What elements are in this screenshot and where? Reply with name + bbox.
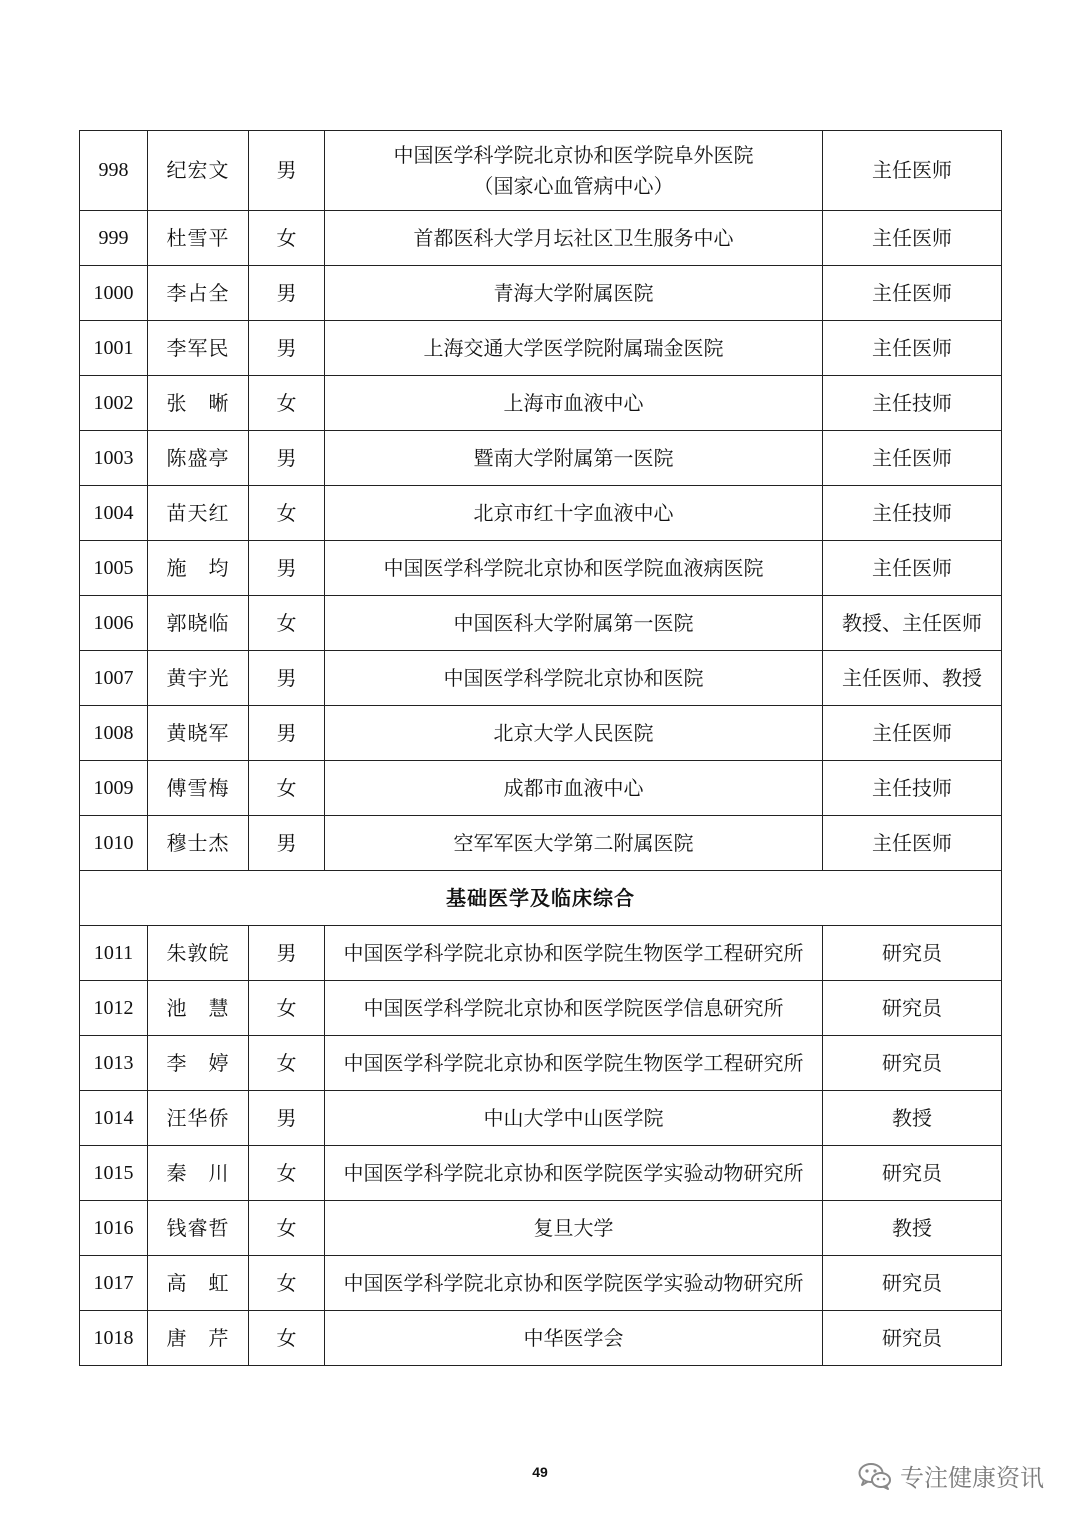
work-unit-line: 中华医学会 xyxy=(523,1325,624,1350)
gender: 女 xyxy=(249,981,325,1036)
table-row xyxy=(80,431,1002,486)
work-unit-line: 北京大学人民医院 xyxy=(493,720,654,745)
work-unit-line: 中国医学科学院北京协和医学院医学信息研究所 xyxy=(363,995,784,1020)
table-row xyxy=(80,211,1002,266)
work-unit xyxy=(325,816,823,871)
table-row xyxy=(80,266,1002,321)
row-number: 1018 xyxy=(80,1311,148,1366)
row-number: 1001 xyxy=(80,321,148,376)
person-name: 池 慧 xyxy=(148,981,249,1036)
professional-title: 主任医师 xyxy=(823,816,1002,871)
person-name: 唐 芹 xyxy=(148,1311,249,1366)
gender: 女 xyxy=(249,1311,325,1366)
gender: 女 xyxy=(249,376,325,431)
row-number: 1012 xyxy=(80,981,148,1036)
person-name: 汪华侨 xyxy=(148,1091,249,1146)
person-name: 纪宏文 xyxy=(148,131,249,211)
work-unit xyxy=(325,321,823,376)
gender: 女 xyxy=(249,1036,325,1091)
person-name: 朱敦皖 xyxy=(148,926,249,981)
person-name: 穆士杰 xyxy=(148,816,249,871)
work-unit-line: 复旦大学 xyxy=(533,1215,614,1240)
gender: 女 xyxy=(249,211,325,266)
professional-title: 主任医师 xyxy=(823,131,1002,211)
person-name: 李占全 xyxy=(148,266,249,321)
work-unit xyxy=(325,1311,823,1366)
gender: 女 xyxy=(249,1256,325,1311)
professional-title: 教授 xyxy=(823,1201,1002,1256)
page-number: 49 xyxy=(532,1464,548,1480)
work-unit-line: 成都市血液中心 xyxy=(503,775,644,800)
gender: 女 xyxy=(249,596,325,651)
work-unit xyxy=(325,981,823,1036)
wechat-icon xyxy=(858,1462,892,1490)
gender: 女 xyxy=(249,1146,325,1201)
row-number: 1017 xyxy=(80,1256,148,1311)
gender: 女 xyxy=(249,1201,325,1256)
work-unit xyxy=(325,1036,823,1091)
watermark xyxy=(858,1458,1044,1493)
row-number: 1002 xyxy=(80,376,148,431)
person-name: 郭晓临 xyxy=(148,596,249,651)
row-number: 1010 xyxy=(80,816,148,871)
work-unit xyxy=(325,1256,823,1311)
work-unit-line: 中国医学科学院北京协和医学院医学实验动物研究所 xyxy=(343,1270,804,1295)
row-number: 1008 xyxy=(80,706,148,761)
professional-title: 教授、主任医师 xyxy=(823,596,1002,651)
table-row xyxy=(80,761,1002,816)
row-number: 1011 xyxy=(80,926,148,981)
work-unit xyxy=(325,431,823,486)
person-name: 苗天红 xyxy=(148,486,249,541)
professional-title: 研究员 xyxy=(823,1036,1002,1091)
table-row xyxy=(80,651,1002,706)
professional-title: 主任技师 xyxy=(823,486,1002,541)
work-unit xyxy=(325,1146,823,1201)
row-number: 998 xyxy=(80,131,148,211)
table-row xyxy=(80,981,1002,1036)
work-unit xyxy=(325,486,823,541)
table-row xyxy=(80,1146,1002,1201)
person-name: 秦 川 xyxy=(148,1146,249,1201)
row-number: 1014 xyxy=(80,1091,148,1146)
work-unit-line: （国家心血管病中心） xyxy=(473,173,674,198)
row-number: 1015 xyxy=(80,1146,148,1201)
gender: 男 xyxy=(249,431,325,486)
person-name: 陈盛亭 xyxy=(148,431,249,486)
work-unit-line: 中国医学科学院北京协和医院 xyxy=(443,665,704,690)
gender: 男 xyxy=(249,266,325,321)
row-number: 1006 xyxy=(80,596,148,651)
work-unit xyxy=(325,651,823,706)
work-unit-line: 空军军医大学第二附属医院 xyxy=(453,830,694,855)
roster-table xyxy=(79,130,1002,1366)
gender: 男 xyxy=(249,926,325,981)
professional-title: 主任医师 xyxy=(823,211,1002,266)
person-name: 黄晓军 xyxy=(148,706,249,761)
person-name: 张 晰 xyxy=(148,376,249,431)
person-name: 施 均 xyxy=(148,541,249,596)
row-number: 1009 xyxy=(80,761,148,816)
work-unit-line: 中国医学科学院北京协和医学院医学实验动物研究所 xyxy=(343,1160,804,1185)
professional-title: 主任技师 xyxy=(823,761,1002,816)
table-row xyxy=(80,131,1002,211)
table-row xyxy=(80,596,1002,651)
roster-body xyxy=(80,131,1002,1366)
work-unit-line: 上海市血液中心 xyxy=(503,390,644,415)
gender: 男 xyxy=(249,816,325,871)
gender: 女 xyxy=(249,486,325,541)
work-unit xyxy=(325,541,823,596)
section-title: 基础医学及临床综合 xyxy=(80,871,1002,926)
row-number: 999 xyxy=(80,211,148,266)
table-row xyxy=(80,1311,1002,1366)
gender: 男 xyxy=(249,1091,325,1146)
person-name: 高 虹 xyxy=(148,1256,249,1311)
person-name: 钱睿哲 xyxy=(148,1201,249,1256)
work-unit xyxy=(325,706,823,761)
work-unit-line: 中国医学科学院北京协和医学院阜外医院 xyxy=(393,142,754,167)
work-unit-line: 青海大学附属医院 xyxy=(493,280,654,305)
work-unit xyxy=(325,376,823,431)
gender: 男 xyxy=(249,706,325,761)
professional-title: 教授 xyxy=(823,1091,1002,1146)
table-row xyxy=(80,816,1002,871)
row-number: 1003 xyxy=(80,431,148,486)
work-unit xyxy=(325,596,823,651)
work-unit-line: 中国医科大学附属第一医院 xyxy=(453,610,694,635)
work-unit xyxy=(325,1201,823,1256)
table-row xyxy=(80,1256,1002,1311)
table-row xyxy=(80,706,1002,761)
row-number: 1004 xyxy=(80,486,148,541)
work-unit xyxy=(325,211,823,266)
work-unit-line: 中国医学科学院北京协和医学院血液病医院 xyxy=(383,555,764,580)
table-row xyxy=(80,321,1002,376)
professional-title: 主任医师 xyxy=(823,431,1002,486)
work-unit xyxy=(325,266,823,321)
professional-title: 研究员 xyxy=(823,981,1002,1036)
professional-title: 主任医师 xyxy=(823,266,1002,321)
person-name: 李 婷 xyxy=(148,1036,249,1091)
professional-title: 研究员 xyxy=(823,1146,1002,1201)
professional-title: 主任医师 xyxy=(823,321,1002,376)
work-unit xyxy=(325,131,823,211)
table-row xyxy=(80,1036,1002,1091)
person-name: 黄宇光 xyxy=(148,651,249,706)
person-name: 李军民 xyxy=(148,321,249,376)
professional-title: 研究员 xyxy=(823,1311,1002,1366)
gender: 女 xyxy=(249,761,325,816)
person-name: 傅雪梅 xyxy=(148,761,249,816)
table-row xyxy=(80,541,1002,596)
row-number: 1007 xyxy=(80,651,148,706)
table-row xyxy=(80,1091,1002,1146)
gender: 男 xyxy=(249,321,325,376)
person-name: 杜雪平 xyxy=(148,211,249,266)
professional-title: 主任医师 xyxy=(823,706,1002,761)
table-row xyxy=(80,486,1002,541)
professional-title: 研究员 xyxy=(823,1256,1002,1311)
work-unit xyxy=(325,1091,823,1146)
gender: 男 xyxy=(249,131,325,211)
work-unit-line: 暨南大学附属第一医院 xyxy=(473,445,674,470)
work-unit-line: 首都医科大学月坛社区卫生服务中心 xyxy=(413,225,734,250)
professional-title: 研究员 xyxy=(823,926,1002,981)
professional-title: 主任医师 xyxy=(823,541,1002,596)
row-number: 1005 xyxy=(80,541,148,596)
table-row xyxy=(80,1201,1002,1256)
work-unit-line: 中山大学中山医学院 xyxy=(483,1105,664,1130)
row-number: 1000 xyxy=(80,266,148,321)
work-unit xyxy=(325,761,823,816)
work-unit-line: 上海交通大学医学院附属瑞金医院 xyxy=(423,335,724,360)
work-unit-line: 中国医学科学院北京协和医学院生物医学工程研究所 xyxy=(343,940,804,965)
watermark-text: 专注健康资讯 xyxy=(900,1464,1044,1492)
row-number: 1013 xyxy=(80,1036,148,1091)
row-number: 1016 xyxy=(80,1201,148,1256)
gender: 男 xyxy=(249,651,325,706)
professional-title: 主任技师 xyxy=(823,376,1002,431)
gender: 男 xyxy=(249,541,325,596)
work-unit-line: 北京市红十字血液中心 xyxy=(473,500,674,525)
table-row xyxy=(80,376,1002,431)
professional-title: 主任医师、教授 xyxy=(823,651,1002,706)
work-unit-line: 中国医学科学院北京协和医学院生物医学工程研究所 xyxy=(343,1050,804,1075)
section-header-row xyxy=(80,871,1002,926)
table-row xyxy=(80,926,1002,981)
work-unit xyxy=(325,926,823,981)
